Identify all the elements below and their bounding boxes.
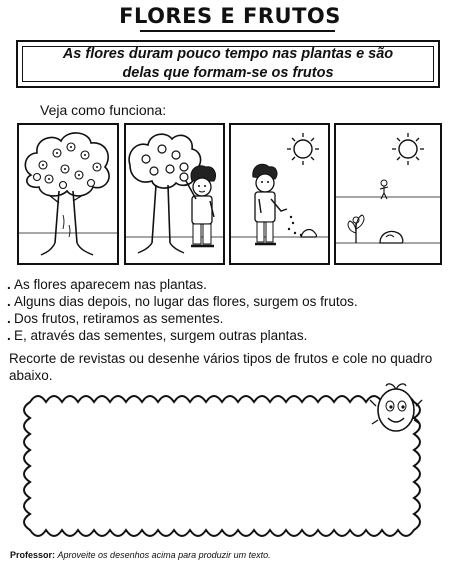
bullet-icon: . — [7, 311, 11, 326]
fruit-tree-child-drawing — [126, 125, 223, 263]
highlight-line-2: delas que formam-se os frutos — [122, 65, 334, 81]
instruction-text — [9, 350, 449, 384]
list-item: . Dos frutos, retiramos as sementes. — [7, 311, 224, 326]
panel-fruit-tree — [124, 123, 225, 265]
bullet-icon: . — [7, 294, 11, 309]
collage-frame[interactable] — [0, 380, 460, 553]
bullet-icon: . — [7, 277, 11, 292]
statements-list — [7, 276, 452, 344]
panel-new-plants — [334, 123, 442, 265]
list-item: . E, através das sementes, surgem outras plantas. — [7, 328, 308, 343]
teacher-label: Professor: — [10, 550, 56, 560]
bullet-icon: . — [7, 328, 11, 343]
new-plants-drawing — [336, 125, 440, 263]
teacher-note — [10, 550, 271, 560]
instruction-line-1: Recorte de revistas ou desenhe vários tipos de frutos e cole no quadro — [9, 351, 433, 366]
teacher-instruction: Aproveite os desenhos acima para produzir um texto. — [57, 550, 271, 560]
list-item: . Alguns dias depois, no lugar das flores, surgem os frutos. — [7, 294, 358, 309]
page-title: FLORES E FRUTOS — [119, 4, 341, 28]
highlight-text — [22, 46, 434, 82]
panel-flowering-tree — [17, 123, 119, 265]
panel-boy-seeds — [229, 123, 330, 265]
highlight-box — [16, 40, 440, 88]
flowering-tree-drawing — [19, 125, 117, 263]
list-item: . As flores aparecem nas plantas. — [7, 277, 207, 292]
instruction-line-2: abaixo. — [9, 368, 53, 383]
wavy-border — [0, 380, 460, 548]
title-underline — [140, 30, 335, 32]
boy-seeds-drawing — [231, 125, 328, 263]
highlight-line-1: As flores duram pouco tempo nas plantas e são — [62, 46, 394, 62]
intro-text: Veja como funciona: — [40, 102, 167, 118]
